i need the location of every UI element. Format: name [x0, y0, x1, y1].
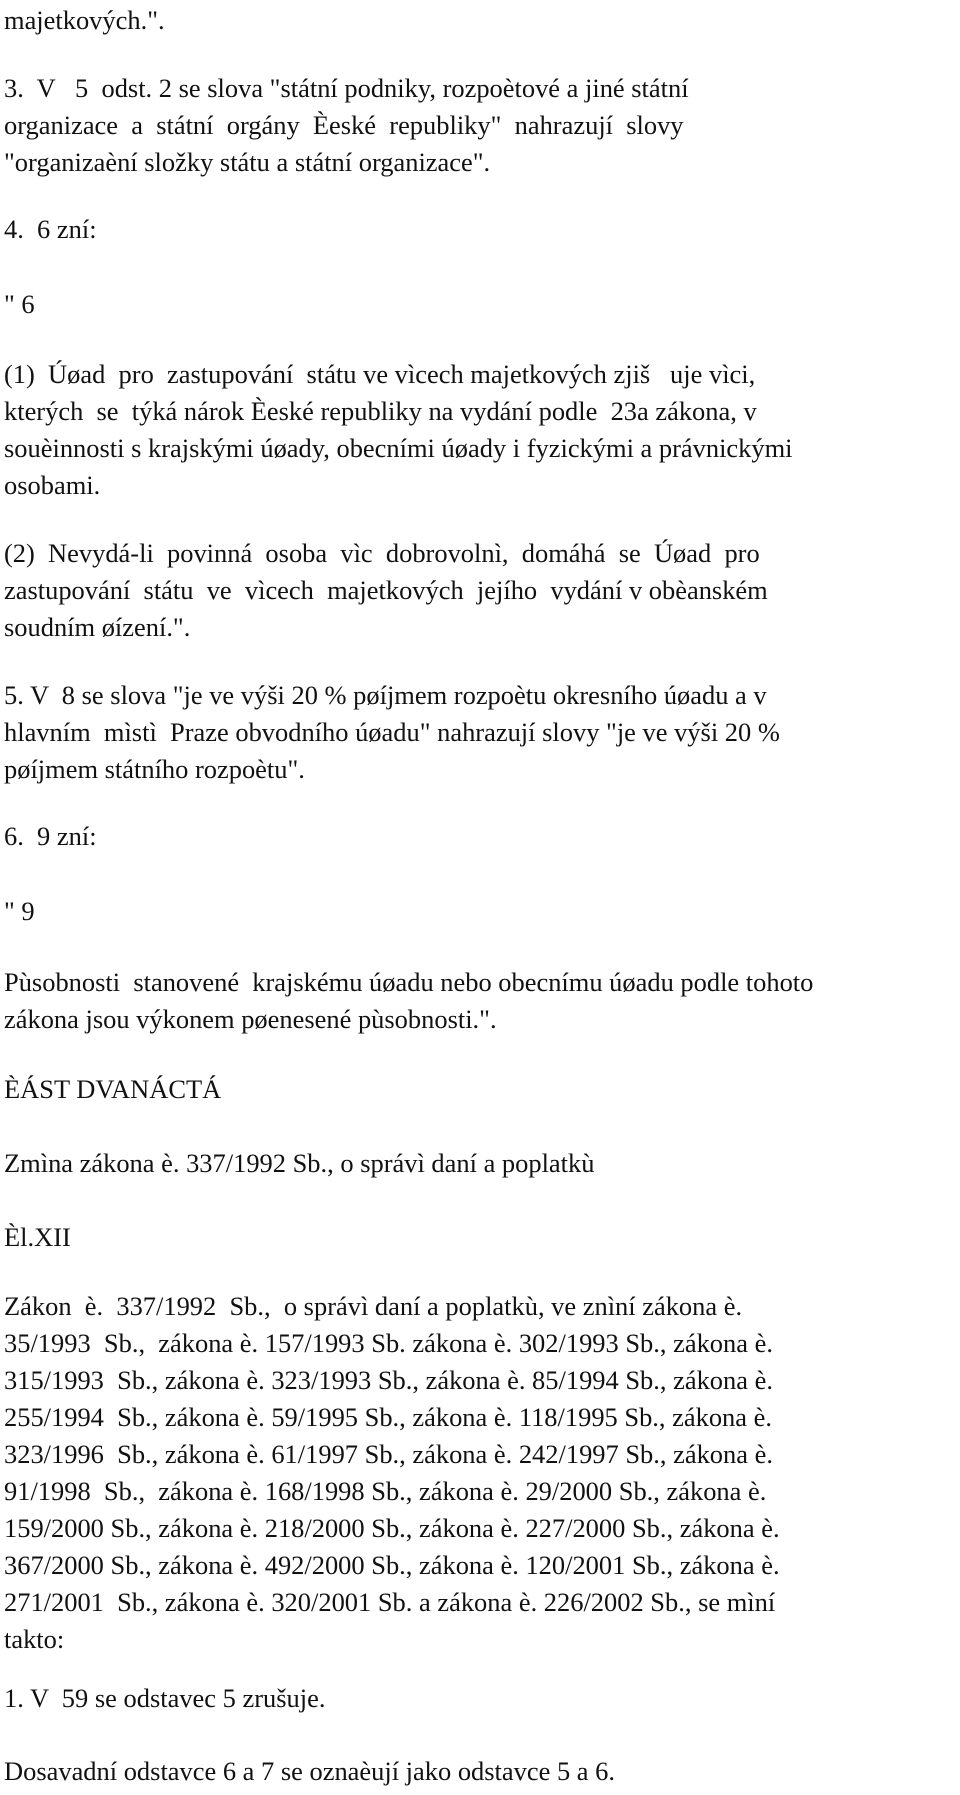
text-line: 159/2000 Sb., zákona è. 218/2000 Sb., zákona è. 227/2000 Sb., zákona è.	[4, 1513, 780, 1543]
text-line: ÈÁST DVANÁCTÁ	[4, 1074, 222, 1104]
text-line: (1) Úøad pro zastupování státu ve vìcech majetkových zjiš uje vìci,	[4, 359, 756, 389]
text-line: Dosavadní odstavce 6 a 7 se oznaèují jako odstavce 5 a 6.	[4, 1756, 615, 1786]
paragraph-subsection-2	[4, 535, 956, 646]
paragraph-item-3	[4, 70, 956, 181]
text-line: Pùsobnosti stanovené krajskému úøadu nebo obecnímu úøadu podle tohoto	[4, 967, 814, 997]
paragraph-item-1	[4, 1680, 956, 1717]
text-line: (2) Nevydá-li povinná osoba vìc dobrovolnì, domáhá se Úøad pro	[4, 538, 760, 568]
text-line: osobami.	[4, 470, 101, 500]
paragraph-subsection-1	[4, 356, 956, 504]
text-line: Zmìna zákona è. 337/1992 Sb., o správì daní a poplatkù	[4, 1148, 595, 1178]
text-line: hlavním mìstì Praze obvodního úøadu" nahrazují slovy "je ve výši 20 %	[4, 717, 780, 747]
part-heading	[4, 1071, 956, 1108]
text-line: " 9	[4, 896, 35, 926]
text-line: " 6	[4, 289, 35, 319]
text-line: 3. V 5 odst. 2 se slova "státní podniky, rozpoètové a jiné státní	[4, 73, 689, 103]
article-heading	[4, 1219, 956, 1256]
text-line: "organizaèní složky státu a státní organizace".	[4, 147, 491, 177]
paragraph-item-6	[4, 818, 956, 855]
text-line: 315/1993 Sb., zákona è. 323/1993 Sb., zákona è. 85/1994 Sb., zákona è.	[4, 1365, 773, 1395]
text-line: zastupování státu ve vìcech majetkových jejího vydání v obèanském	[4, 575, 768, 605]
text-line: souèinnosti s krajskými úøady, obecními úøady i fyzickými a právnickými	[4, 433, 793, 463]
paragraph-item-5	[4, 677, 956, 788]
amendment-title	[4, 1145, 956, 1182]
paragraph-renumbering	[4, 1753, 956, 1790]
paragraph-law-citation	[4, 1288, 956, 1658]
text-line: 1. V 59 se odstavec 5 zrušuje.	[4, 1683, 326, 1713]
text-line: 91/1998 Sb., zákona è. 168/1998 Sb., zákona è. 29/2000 Sb., zákona è.	[4, 1476, 767, 1506]
text-line: Zákon è. 337/1992 Sb., o správì daní a poplatkù, ve znìní zákona è.	[4, 1291, 743, 1321]
text-line: 6. 9 zní:	[4, 821, 97, 851]
text-line: 4. 6 zní:	[4, 214, 97, 244]
paragraph-fragment	[4, 2, 956, 39]
text-line: takto:	[4, 1624, 65, 1654]
text-line: 5. V 8 se slova "je ve výši 20 % pøíjmem rozpoètu okresního úøadu a v	[4, 680, 767, 710]
text-line: majetkových.".	[4, 5, 165, 35]
text-line: Èl.XII	[4, 1222, 71, 1252]
paragraph-competence	[4, 964, 956, 1038]
text-line: 323/1996 Sb., zákona è. 61/1997 Sb., zákona è. 242/1997 Sb., zákona è.	[4, 1439, 773, 1469]
section-heading-9	[4, 893, 956, 930]
paragraph-item-4	[4, 211, 956, 248]
text-line: kterých se týká nárok Èeské republiky na vydání podle 23a zákona, v	[4, 396, 757, 426]
text-line: 35/1993 Sb., zákona è. 157/1993 Sb. zákona è. 302/1993 Sb., zákona è.	[4, 1328, 773, 1358]
text-line: 255/1994 Sb., zákona è. 59/1995 Sb., zákona è. 118/1995 Sb., zákona è.	[4, 1402, 772, 1432]
text-line: soudním øízení.".	[4, 612, 191, 642]
text-line: pøíjmem státního rozpoètu".	[4, 754, 305, 784]
text-line: 271/2001 Sb., zákona è. 320/2001 Sb. a zákona è. 226/2002 Sb., se mìní	[4, 1587, 776, 1617]
text-line: 367/2000 Sb., zákona è. 492/2000 Sb., zákona è. 120/2001 Sb., zákona è.	[4, 1550, 780, 1580]
section-heading-6	[4, 286, 956, 323]
text-line: zákona jsou výkonem pøenesené pùsobnosti.".	[4, 1004, 497, 1034]
text-line: organizace a státní orgány Èeské republiky" nahrazují slovy	[4, 110, 684, 140]
